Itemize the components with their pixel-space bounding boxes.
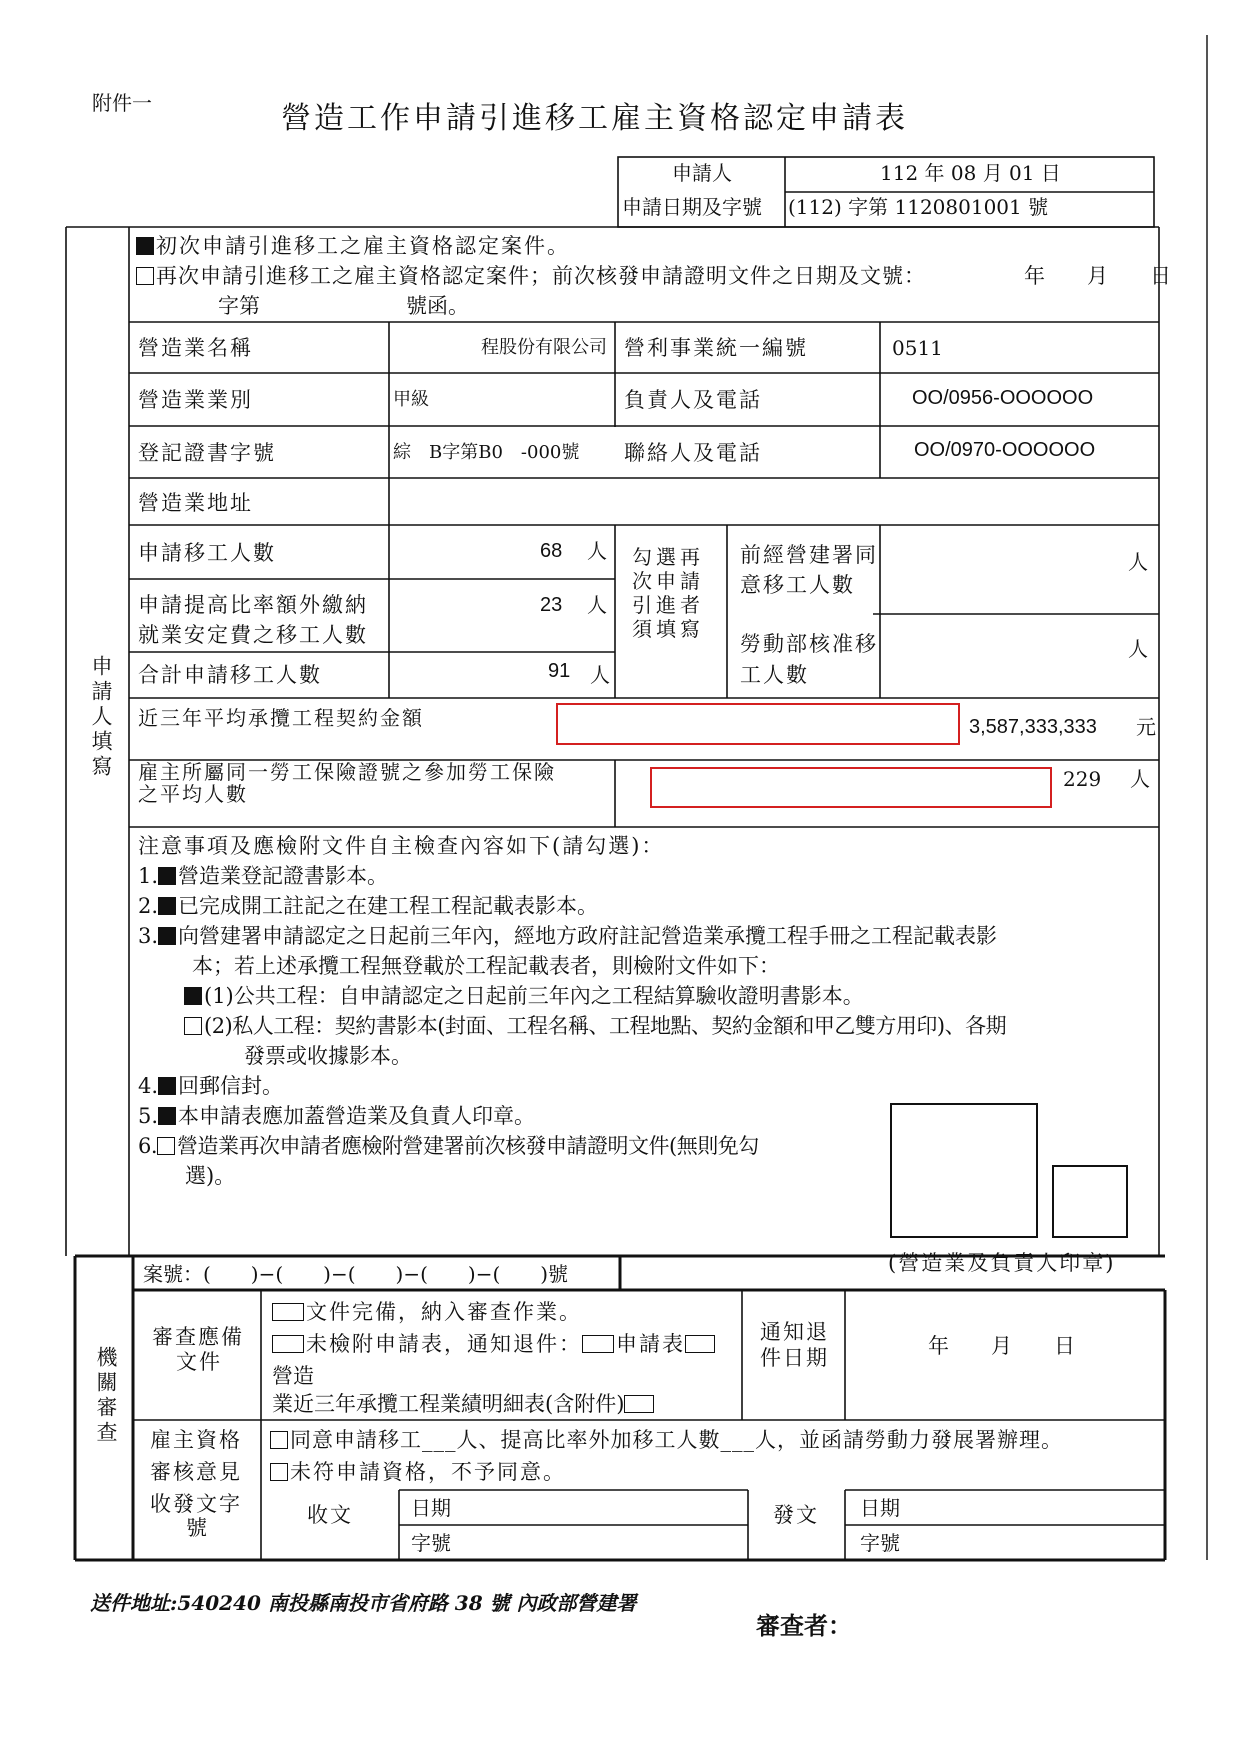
initial-application-option[interactable]	[136, 234, 570, 258]
contract-amount-value[interactable]: 3,587,333,333	[969, 716, 1097, 738]
total-workers-unit: 人	[590, 663, 610, 687]
extra-workers-value[interactable]: 23	[540, 594, 563, 616]
opinion-agree-text: 同意申請移工___人、提高比率外加移工人數___人，並函請勞動力發展署辦理。	[290, 1428, 1063, 1452]
checklist-item-6[interactable]	[138, 1134, 759, 1158]
item-num: 2.	[138, 894, 159, 918]
insurance-unit: 人	[1130, 767, 1150, 791]
checklist-item-4[interactable]	[138, 1074, 283, 1098]
docs-label-1: 審查應備	[152, 1325, 244, 1349]
receive-date-label[interactable]: 日期	[411, 1496, 451, 1520]
redaction-box-insurance	[650, 767, 1052, 808]
prev-approved-label-1: 前經營建署同	[740, 543, 878, 567]
reviewer-label: 審查者：	[756, 1611, 852, 1640]
date-no-label: 申請日期及字號	[622, 195, 762, 219]
contact-value[interactable]: OO/0970-OOOOOO	[914, 439, 1096, 461]
item-num: 4.	[138, 1074, 159, 1098]
item-text: (2)私人工程：契約書影本(封面、工程名稱、工程地點、契約金額和甲乙雙方用印)、各期	[204, 1014, 1007, 1038]
owner-seal-box[interactable]	[1052, 1165, 1128, 1238]
checkbox[interactable]	[158, 897, 176, 915]
checklist-item-3-2-cont: 發票或收據影本。	[244, 1044, 412, 1068]
checklist-item-6-cont: 選)。	[185, 1164, 236, 1188]
repeat-application-option[interactable]	[136, 264, 926, 288]
receive-ref-label[interactable]: 字號	[411, 1531, 451, 1555]
apply-workers-label: 申請移工人數	[138, 541, 276, 565]
company-name-value[interactable]: 程股份有限公司	[481, 337, 607, 358]
agency-side-label: 機關審查	[94, 1346, 118, 1446]
contract-amount-label: 近三年平均承攬工程契約金額	[138, 706, 424, 730]
total-workers-label: 合計申請移工人數	[138, 663, 322, 687]
contract-amount-unit: 元	[1136, 715, 1156, 739]
item-text: 營造業登記證書影本。	[178, 864, 389, 888]
total-workers-value[interactable]: 91	[548, 660, 571, 682]
item-text: 回郵信封。	[178, 1074, 284, 1098]
applicant-label: 申請人	[672, 161, 732, 185]
receive-label: 收文	[307, 1503, 353, 1527]
opinion-label-2: 審核意見	[150, 1460, 242, 1484]
tax-id-label: 營利事業統一編號	[624, 336, 808, 360]
checklist-item-5[interactable]	[138, 1104, 535, 1128]
insurance-value[interactable]: 229	[1063, 767, 1102, 791]
notice-label-1: 通知退	[760, 1320, 829, 1344]
initial-checkbox[interactable]	[136, 237, 154, 255]
doc-missing-text: 未檢附申請表，通知退件：	[306, 1332, 582, 1356]
owner-value[interactable]: OO/0956-OOOOOO	[912, 387, 1094, 409]
send-ref-label[interactable]: 字號	[860, 1531, 900, 1555]
application-date[interactable]: 112 年 08 月 01 日	[880, 161, 1061, 185]
prev-approved-unit: 人	[1128, 550, 1148, 574]
insurance-label-1: 雇主所屬同一勞工保險證號之參加勞工保險	[138, 760, 556, 784]
contact-label: 聯絡人及電話	[624, 441, 762, 465]
company-name-label: 營造業名稱	[138, 336, 253, 360]
doc-missing-option[interactable]	[272, 1332, 717, 1356]
checkbox[interactable]	[158, 1107, 176, 1125]
application-ref-number[interactable]: (112) 字第 1120801001 號	[788, 195, 1049, 219]
insurance-label-2: 之平均人數	[138, 782, 248, 806]
checklist-heading: 注意事項及應檢附文件自主檢查內容如下(請勾選)：	[138, 834, 665, 858]
apply-workers-value[interactable]: 68	[540, 540, 563, 562]
checkbox[interactable]	[685, 1335, 715, 1353]
doc-complete-text: 文件完備，納入審查作業。	[306, 1300, 582, 1324]
checkbox[interactable]	[184, 987, 202, 1005]
checklist-item-1[interactable]	[138, 864, 388, 888]
mol-approved-label-1: 勞動部核准移	[740, 632, 878, 656]
checkbox[interactable]	[272, 1303, 304, 1321]
prev-approved-label-2: 意移工人數	[740, 573, 855, 597]
send-date-label[interactable]: 日期	[860, 1496, 900, 1520]
item-text: 向營建署申請認定之日起前三年內，經地方政府註記營造業承攬工程手冊之工程記載表影	[178, 924, 998, 948]
mol-approved-label-2: 工人數	[740, 663, 809, 687]
mol-approved-unit: 人	[1128, 637, 1148, 661]
repeat-ref-prefix: 字第	[218, 294, 260, 318]
checkbox[interactable]	[624, 1395, 654, 1413]
doc-no-label-1: 收發文字	[150, 1492, 242, 1516]
item-num: 5.	[138, 1104, 159, 1128]
doc-missing-performance[interactable]	[272, 1392, 656, 1416]
docs-label-2: 文件	[176, 1350, 222, 1374]
checklist-item-2[interactable]	[138, 894, 598, 918]
doc-missing-performance-text: 業近三年承攬工程業績明細表(含附件)	[272, 1392, 625, 1416]
category-value[interactable]: 甲級	[393, 389, 429, 410]
repeat-date-suffix: 年 月 日	[1024, 264, 1171, 288]
redaction-box-contract	[556, 703, 960, 745]
checkbox[interactable]	[157, 1137, 175, 1155]
doc-no-label-2: 號	[186, 1516, 207, 1540]
item-text: 本申請表應加蓋營造業及負責人印章。	[178, 1104, 536, 1128]
attachment-label: 附件一	[92, 91, 152, 115]
checklist-item-3-1[interactable]	[184, 984, 864, 1008]
checkbox[interactable]	[184, 1017, 202, 1035]
checklist-item-3-2[interactable]	[184, 1014, 1006, 1038]
owner-label: 負責人及電話	[624, 388, 762, 412]
send-label: 發文	[773, 1503, 819, 1527]
notice-label-2: 件日期	[760, 1346, 829, 1370]
checkbox[interactable]	[270, 1463, 288, 1481]
checkbox[interactable]	[582, 1335, 614, 1353]
checkbox[interactable]	[158, 1077, 176, 1095]
repeat-checkbox[interactable]	[136, 267, 154, 285]
notice-date[interactable]: 年 月 日	[928, 1334, 1075, 1358]
item-num: 3.	[138, 924, 159, 948]
opinion-reject-text: 未符申請資格，不予同意。	[290, 1460, 566, 1484]
extra-workers-label-1: 申請提高比率額外繳納	[138, 593, 368, 617]
checklist-item-3-cont: 本；若上述承攬工程無登載於工程記載表者，則檢附文件如下：	[192, 954, 780, 978]
form-title: 營造工作申請引進移工雇主資格認定申請表	[281, 101, 908, 136]
checklist-item-3[interactable]	[138, 924, 997, 948]
applicant-side-label: 申請人填寫	[89, 655, 113, 780]
delivery-address: 送件地址:540240 南投縣南投市省府路 38 號 內政部營建署	[90, 1591, 637, 1615]
case-number[interactable]: 案號：( )−( )−( )−( )−( )號	[143, 1262, 569, 1286]
cert-value[interactable]: 綜 B字第B0 -000號	[393, 442, 580, 463]
seal-caption: (營造業及負責人印章)	[888, 1251, 1116, 1275]
checkbox[interactable]	[158, 867, 176, 885]
item-text: (1)公共工程：自申請認定之日起前三年內之工程結算驗收證明書影本。	[204, 984, 864, 1008]
apply-workers-unit: 人	[587, 539, 607, 563]
extra-workers-label-2: 就業安定費之移工人數	[138, 623, 368, 647]
address-label: 營造業地址	[138, 491, 253, 515]
doc-missing-construction: 營造	[272, 1364, 314, 1388]
repeat-only-note: 勾選再次申請引進者須填寫	[632, 545, 704, 641]
doc-missing-form: 申請表	[616, 1332, 685, 1356]
doc-complete-option[interactable]	[272, 1300, 582, 1324]
tax-id-value[interactable]: 0511	[892, 336, 943, 360]
repeat-ref-suffix: 號函。	[406, 294, 469, 318]
item-num: 6.	[138, 1134, 158, 1158]
checkbox[interactable]	[272, 1335, 304, 1353]
opinion-reject-option[interactable]	[270, 1460, 566, 1484]
cert-label: 登記證書字號	[138, 441, 276, 465]
extra-workers-unit: 人	[587, 593, 607, 617]
initial-label: 初次申請引進移工之雇主資格認定案件。	[156, 234, 570, 258]
checkbox[interactable]	[158, 927, 176, 945]
company-seal-box[interactable]	[890, 1103, 1038, 1238]
item-text: 營造業再次申請者應檢附營建署前次核發申請證明文件(無則免勾	[177, 1134, 759, 1158]
category-label: 營造業業別	[138, 388, 253, 412]
item-text: 已完成開工註記之在建工程工程記載表影本。	[178, 894, 599, 918]
opinion-agree-option[interactable]	[270, 1428, 1063, 1452]
checkbox[interactable]	[270, 1431, 288, 1449]
repeat-label: 再次申請引進移工之雇主資格認定案件；前次核發申請證明文件之日期及文號：	[156, 264, 926, 288]
opinion-label-1: 雇主資格	[150, 1428, 242, 1452]
item-num: 1.	[138, 864, 159, 888]
